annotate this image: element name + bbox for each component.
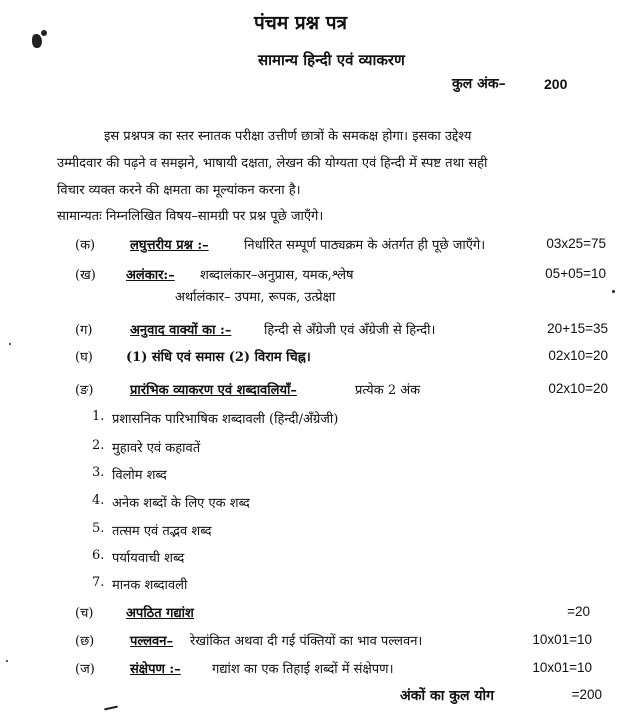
total-marks-value: 200 [544, 76, 568, 92]
grand-total-value: =200 [571, 687, 602, 702]
section-marks: 10x01=10 [532, 632, 592, 647]
section-heading: अलंकार:– [126, 268, 175, 283]
section-marks: 10x01=10 [532, 660, 592, 675]
list-item-text: अनेक शब्दों के लिए एक शब्द [112, 496, 250, 511]
section-marks: 02x10=20 [548, 348, 608, 363]
section-text: शब्दालंकार–अनुप्रास, यमक,श्लेष [200, 268, 354, 283]
paper-subtitle: सामान्य हिन्दी एवं व्याकरण [258, 51, 405, 69]
section-letter: (ख) [75, 268, 96, 283]
section-marks: 03x25=75 [546, 236, 606, 251]
section-letter: (ज) [75, 662, 95, 677]
section-marks: 20+15=35 [547, 321, 608, 336]
list-item-text: मुहावरे एवं कहावतें [112, 441, 201, 456]
section-heading: संक्षेपण :– [130, 662, 181, 677]
section-heading: (1) संधि एवं समास (2) विराम चिह्न। [126, 350, 311, 365]
section-marks: 02x10=20 [548, 381, 608, 396]
list-item-number: 6. [92, 548, 105, 563]
grand-total-label: अंकों का कुल योग [400, 688, 494, 704]
intro-line: विचार व्यक्त करने की क्षमता का मूल्यांकन करना है। [57, 183, 301, 198]
scan-speck [41, 30, 47, 36]
section-text: प्रत्येक 2 अंक [355, 383, 421, 398]
list-item-number: 1. [92, 409, 105, 424]
section-text: रेखांकित अथवा दी गई पंक्तियों का भाव पल्लवन। [190, 634, 423, 649]
section-letter: (घ) [75, 350, 93, 365]
section-letter: (ग) [75, 323, 93, 338]
list-item-text: विलोम शब्द [112, 468, 167, 483]
intro-line: सामान्यतः निम्नलिखित विषय–सामग्री पर प्रश्न पूछे जाएँगे। [57, 209, 324, 224]
section-heading: अपठित गद्यांश [126, 606, 194, 621]
list-item-number: 2. [92, 438, 105, 453]
scan-speck [6, 660, 8, 662]
section-heading: पल्लवन– [130, 634, 174, 649]
total-marks-label: कुल अंक– [452, 76, 506, 92]
paper-title: पंचम प्रश्न पत्र [254, 12, 347, 34]
list-item-text: प्रशासनिक पारिभाषिक शब्दावली (हिन्दी/अँग्रेजी) [112, 412, 339, 427]
scan-speck [32, 34, 42, 48]
intro-line: उम्मीदवार की पढ़ने व समझने, भाषायी दक्षता, लेखन की योग्यता एवं हिन्दी में स्पष्ट तथा सही [57, 156, 488, 171]
list-item-number: 7. [92, 575, 105, 590]
section-heading: प्रारंभिक व्याकरण एवं शब्दावलियाँ– [130, 383, 297, 398]
section-letter: (ङ) [75, 383, 94, 398]
scan-speck [9, 343, 11, 345]
list-item-number: 4. [92, 493, 105, 508]
section-letter: (क) [75, 238, 96, 253]
section-text: निर्धारित सम्पूर्ण पाठ्यक्रम के अंतर्गत ही पूछे जाएँगे। [244, 238, 486, 253]
section-letter: (छ) [75, 634, 95, 649]
list-item-number: 3. [92, 465, 105, 480]
section-text: अर्थालंकार– उपमा, रूपक, उत्प्रेक्षा [175, 290, 336, 305]
list-item-number: 5. [92, 521, 105, 536]
list-item-text: तत्सम एवं तद्भव शब्द [112, 524, 212, 539]
scan-speck [612, 290, 615, 293]
section-heading: अनुवाद वाक्यों का :– [130, 323, 232, 338]
section-marks: 05+05=10 [545, 266, 606, 281]
section-heading: लघुत्तरीय प्रश्न :– [130, 238, 209, 253]
scan-speck [104, 706, 118, 711]
section-letter: (च) [75, 606, 94, 621]
section-text: गद्यांश का एक तिहाई शब्दों में संक्षेपण। [212, 662, 394, 677]
list-item-text: पर्यायवाची शब्द [112, 551, 185, 566]
intro-line: इस प्रश्नपत्र का स्तर स्नातक परीक्षा उत्तीर्ण छात्रों के समकक्ष होगा। इसका उद्देश्य [104, 129, 472, 144]
list-item-text: मानक शब्दावली [112, 578, 188, 593]
section-text: हिन्दी से अँग्रेजी एवं अँग्रेजी से हिन्दी। [264, 323, 436, 338]
section-marks: =20 [567, 604, 590, 619]
